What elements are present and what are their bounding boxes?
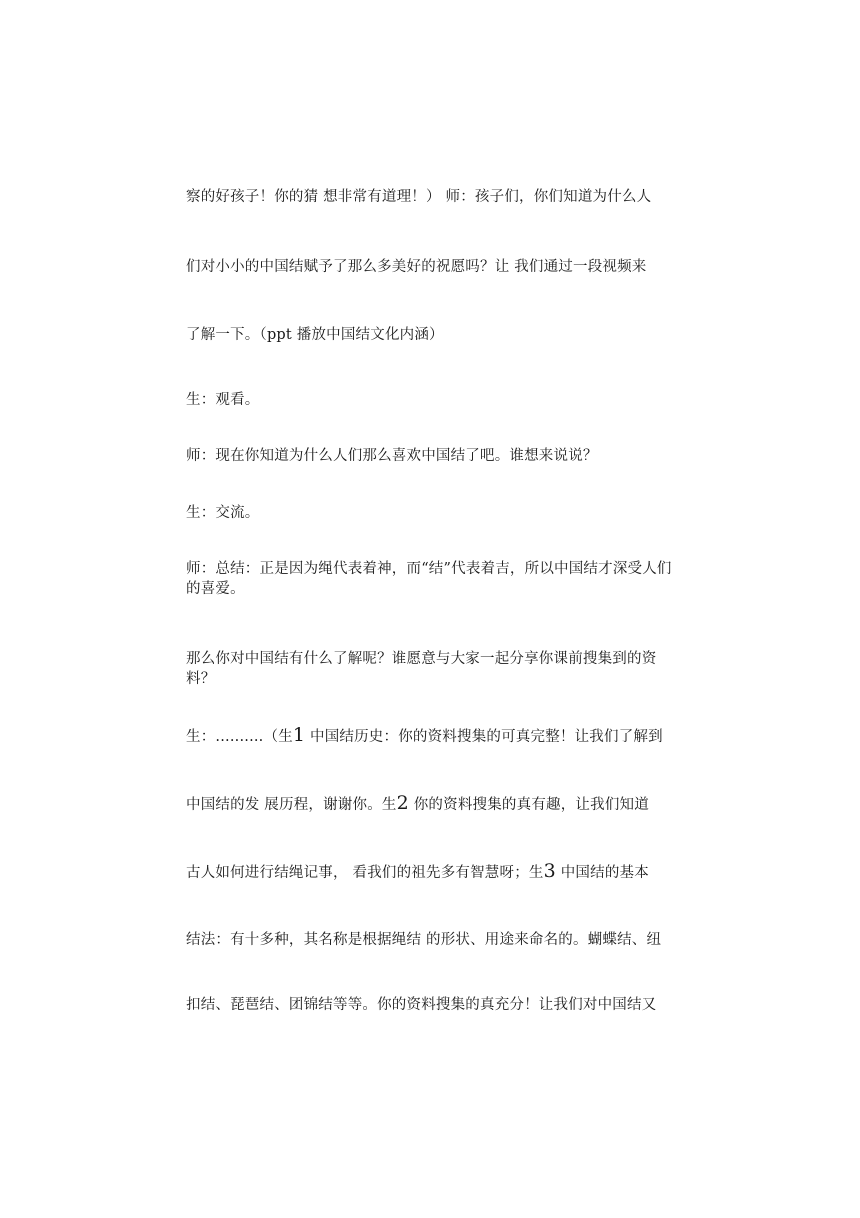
text-segment: 中国结的基本 (555, 865, 649, 881)
text-line (186, 725, 686, 747)
text-segment: 中国结的发 展历程，谢谢你。生 (186, 797, 397, 813)
student-number: 3 (543, 860, 556, 882)
text-paragraph: 那么你对中国结有什么了解呢？谁愿意与大家一起分享你课前搜集到的资料？ (186, 651, 657, 687)
text-line (186, 861, 686, 883)
text-segment: 你的资料搜集的真有趣，让我们知道 (408, 797, 649, 813)
student-number: 1 (292, 724, 306, 746)
text-segment: 中国结历史：你的资料搜集的可真完整！让我们了解到 (305, 729, 663, 745)
text-segment: 古人如何进行结绳记事， 看我们的祖先多有智慧呀；生 (186, 865, 544, 881)
text-line: 们对小小的中国结赋予了那么多美好的祝愿吗？让 我们通过一段视频来 (186, 259, 647, 275)
text-line (186, 793, 686, 815)
text-line: 扣结、琵琶结、团锦结等等。你的资料搜集的真充分！让我们对中国结又 (186, 997, 657, 1013)
text-line: 生：交流。 (186, 505, 260, 521)
text-line: 生：观看。 (186, 392, 260, 408)
student-number: 2 (396, 792, 409, 814)
text-segment: 生：..........（生 (186, 729, 293, 745)
text-line: 结法：有十多种，其名称是根据绳结 的形状、用途来命名的。蝴蝶结、纽 (186, 932, 662, 948)
text-line: 师：现在你知道为什么人们那么喜欢中国结了吧。谁想来说说？ (186, 448, 598, 464)
text-paragraph: 师：总结：正是因为绳代表着神，而“结”代表着吉，所以中国结才深受人们的喜爱。 (186, 561, 672, 597)
text-line: 了解一下。（ppt 播放中国结文化内涵） (186, 327, 444, 343)
text-line: 察的好孩子！你的猜 想非常有道理！） 师：孩子们，你们知道为什么人 (186, 189, 652, 205)
